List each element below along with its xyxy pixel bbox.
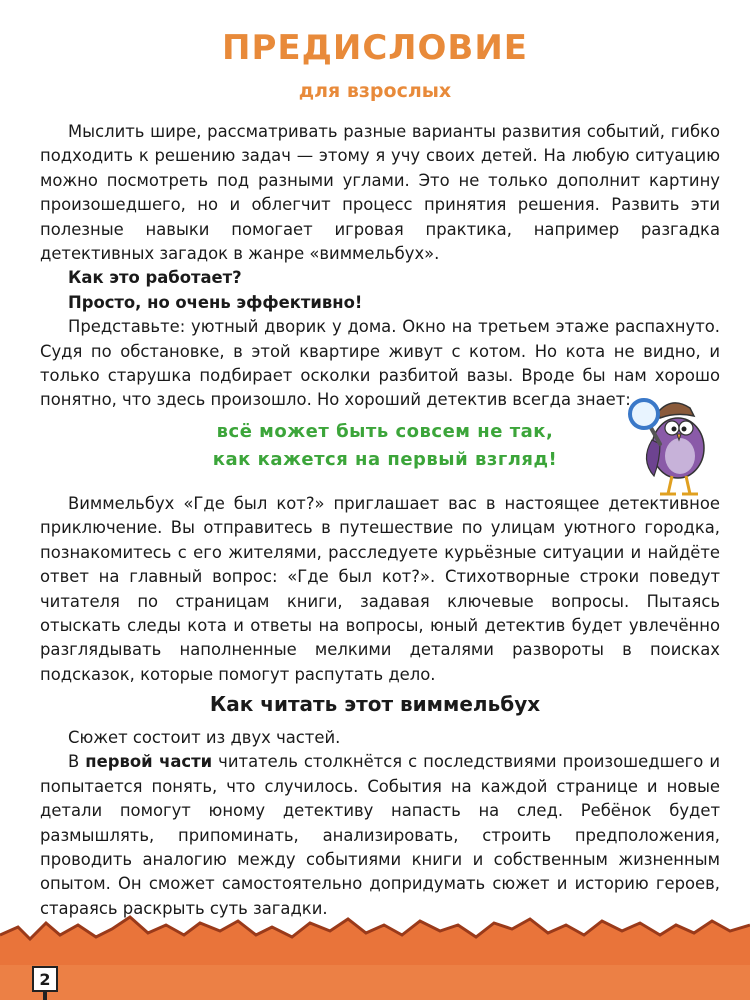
intro-answer: Просто, но очень эффективно! bbox=[68, 292, 363, 312]
intro-paragraph-1: Мыслить шире, рассматривать разные варианты развития событий, гибко подходить к решению задач — этому я учу своих детей. На любую ситуацию можно посмотреть под разными углами. Это не только дополнит картину произошедшего, но и облегчит процесс принятия решения. Развить эти полезные навыки помогает игровая практика, например разгадка детективных загадок в жанре «виммельбух». bbox=[40, 122, 720, 264]
page-title: ПРЕДИСЛОВИЕ bbox=[221, 28, 529, 68]
description-paragraph: Виммельбух «Где был кот?» приглашает вас в настоящее детективное приключение. Вы отправитесь в путешествие по улицам уютного городка, познакомитесь с его жителями, расследуете курьёзные ситуации и найдёте ответ на главный вопрос: «Где был кот?». Стихотворные строки поведут читателя по страницам книги, задавая ключевые вопросы. Пытаясь отыскать следы кота и ответы на вопросы, юный детектив будет увлечённо разглядывать наполненные мелкими деталями развороты в поисках подсказок, которые помогут распутать дело. bbox=[40, 494, 720, 684]
quote-line-2: как кажется на первый взгляд! bbox=[212, 449, 558, 470]
owl-detective-magnifier-icon bbox=[620, 390, 730, 500]
reading-paragraph-2 bbox=[40, 750, 720, 921]
description-section bbox=[40, 492, 720, 687]
section-heading: Как читать этот виммельбух bbox=[209, 692, 541, 716]
decorative-torn-paper-band bbox=[0, 905, 750, 1000]
intro-section bbox=[40, 120, 720, 413]
intro-paragraph-2: Представьте: уютный дворик у дома. Окно на третьем этаже распахнуто. Судя по обстановке, в этой квартире живут с котом. Но кота не видно, и только старушка подбирает осколки разбитой вазы. Вроде бы нам хорошо понятно, что здесь произошло. Но хороший детектив всегда знает: bbox=[40, 317, 720, 410]
reading-p2-start: В bbox=[68, 752, 86, 772]
intro-question: Как это работает? bbox=[68, 268, 242, 288]
reading-p2-bold: первой части bbox=[85, 752, 213, 772]
page-subtitle: для взрослых bbox=[298, 80, 452, 102]
page-number-post bbox=[43, 990, 47, 1000]
reading-p2-rest: читатель столкнётся с последствиями произошедшего и попытается понять, что случилось. События на каждой странице и новые детали помогут юному детективу напасть на след. Ребёнок будет размышлять, припоминать, анализировать, строить предположения, проводить аналогию между событиями книги и собственным жизненным опытом. Он сможет самостоятельно допридумать сюжет и историю героев, стараясь раскрыть суть загадки. bbox=[40, 752, 720, 918]
reading-paragraph-1: Сюжет состоит из двух частей. bbox=[68, 728, 341, 747]
reading-section bbox=[40, 726, 720, 921]
quote-line-1: всё может быть совсем не так, bbox=[216, 421, 554, 442]
page-number: 2 bbox=[32, 966, 58, 992]
highlight-quote bbox=[160, 418, 610, 474]
